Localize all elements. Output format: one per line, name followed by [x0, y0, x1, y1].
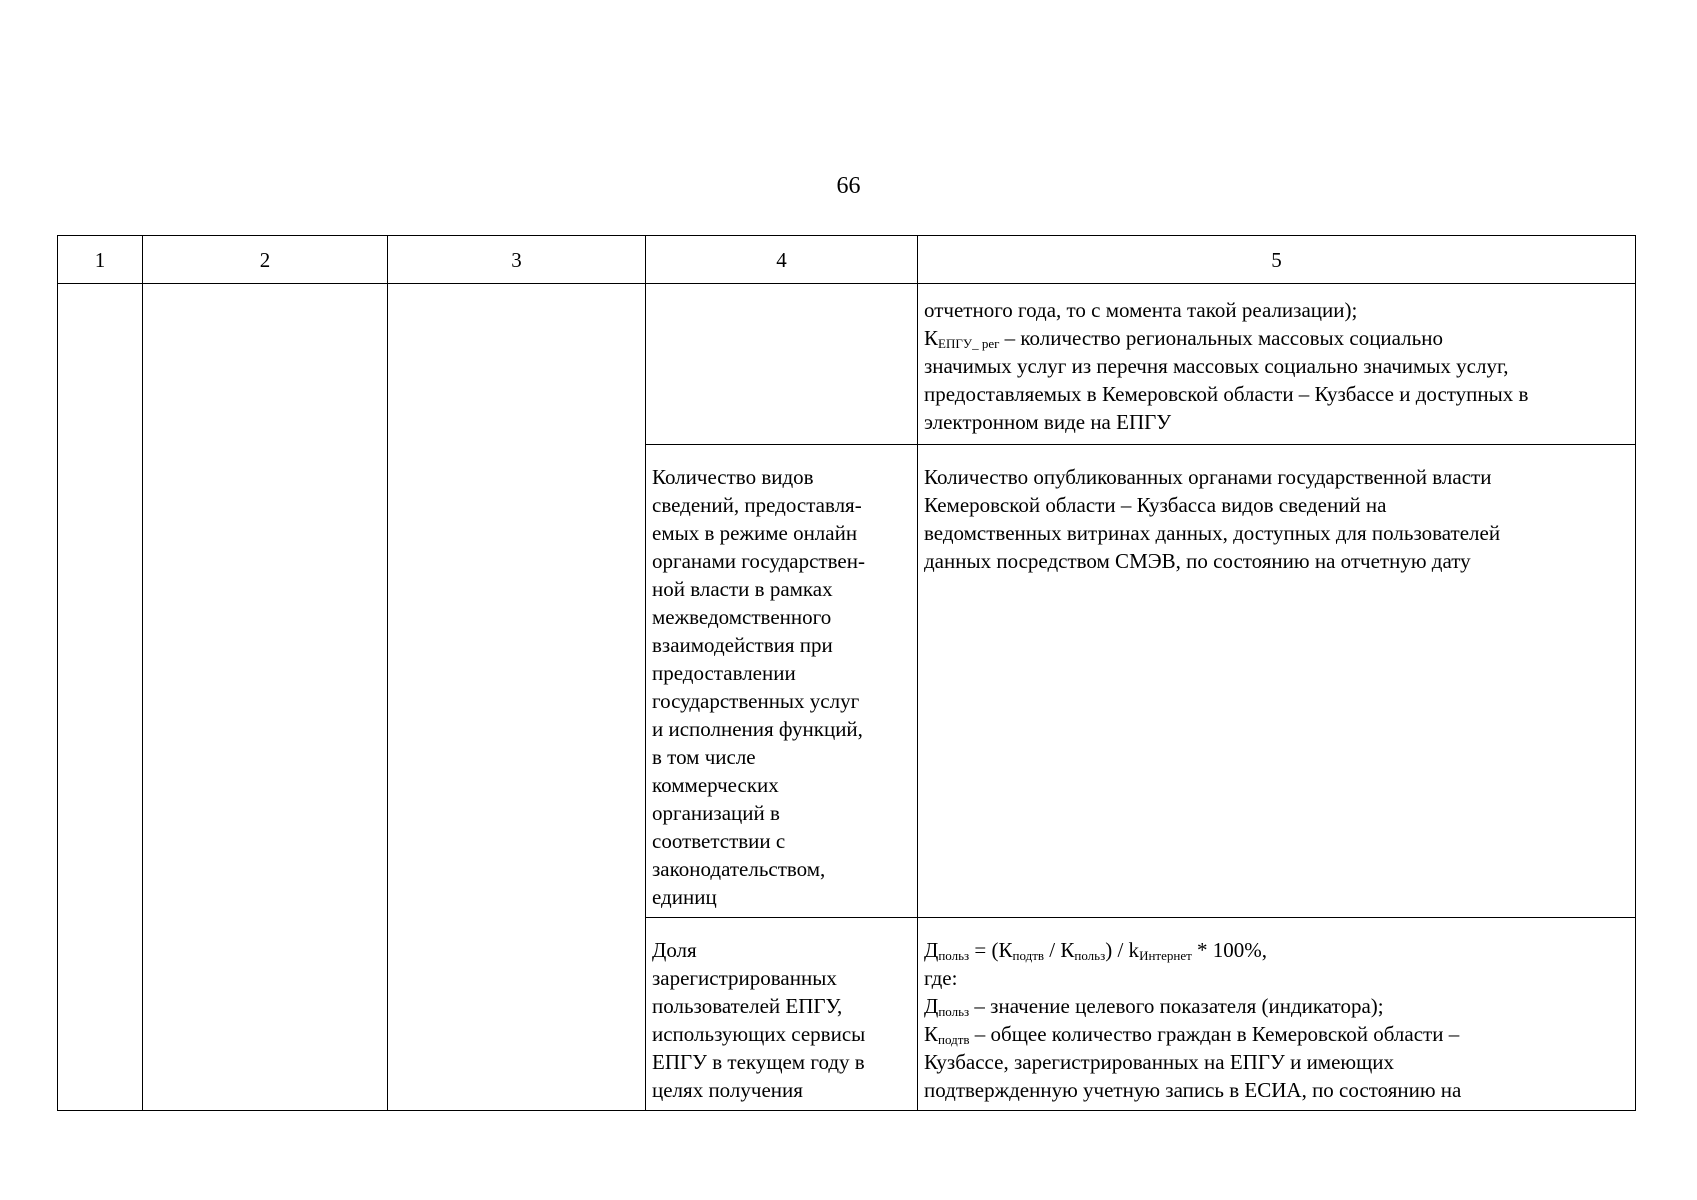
column-header-4: 4 [646, 236, 918, 284]
cell-col5-method [918, 445, 1636, 918]
text-line: Доля [652, 938, 697, 962]
text-line: где: [924, 966, 958, 990]
text-line: использующих сервисы [652, 1022, 866, 1046]
text-line: в том числе [652, 745, 756, 769]
cell-col4-indicator [646, 445, 918, 918]
text-line: органами государствен- [652, 549, 865, 573]
column-header-3: 3 [388, 236, 646, 284]
text-line: законодательством, [652, 857, 826, 881]
text-line: емых в режиме онлайн [652, 521, 858, 545]
definition-line: $К_{подтв}$ – общее количество граждан в Кемеровской области – [924, 1022, 1460, 1047]
text-line: целях получения [652, 1078, 803, 1102]
text-line: единиц [652, 885, 717, 909]
text-line: предоставляемых в Кемеровской области – Кузбассе и доступных в [924, 382, 1529, 406]
text-line: $К_{ЕПГУ\_ рег}$ – количество региональных массовых социально [924, 326, 1443, 351]
text-line: предоставлении [652, 661, 796, 685]
text-line: Кемеровской области – Кузбасса видов сведений на [924, 493, 1387, 517]
cell-col1 [58, 284, 143, 1111]
definition-line: $Д_{польз}$ – значение целевого показателя (индикатора); [924, 994, 1384, 1019]
cell-col5-formula [918, 918, 1636, 1111]
text-line: ной власти в рамках [652, 577, 833, 601]
indicator-table [57, 235, 1636, 1111]
table-row [58, 284, 1636, 445]
text-line: межведомственного [652, 605, 832, 629]
cell-col3 [388, 284, 646, 1111]
column-header-1: 1 [58, 236, 143, 284]
text-line: данных посредством СМЭВ, по состоянию на отчетную дату [924, 549, 1471, 573]
text-line: пользователей ЕПГУ, [652, 994, 843, 1018]
symbol: К [924, 326, 939, 350]
text-line: и исполнения функций, [652, 717, 863, 741]
cell-col2 [143, 284, 388, 1111]
text-line: государственных услуг [652, 689, 860, 713]
text-line: значимых услуг из перечня массовых социально значимых услуг, [924, 354, 1509, 378]
cell-col4-indicator [646, 918, 918, 1111]
formula-line: $Д_{польз} = (К_{подтв} / К_{польз}) / k_{Интернет} * 100\%$, [924, 938, 1268, 963]
text-line: соответствии с [652, 829, 786, 853]
text-line: электронном виде на ЕПГУ [924, 410, 1172, 434]
text-line: подтвержденную учетную запись в ЕСИА, по состоянию на [924, 1078, 1462, 1102]
text-line: зарегистрированных [652, 966, 837, 990]
symbol-subscript: ЕПГУ_ рег [938, 336, 1000, 351]
text-line: взаимодействия при [652, 633, 833, 657]
table-header-row [58, 236, 1636, 284]
text-line: сведений, предоставля- [652, 493, 862, 517]
text-line: Количество опубликованных органами государственной власти [924, 465, 1492, 489]
column-header-2: 2 [143, 236, 388, 284]
text-line: ЕПГУ в текущем году в [652, 1050, 865, 1074]
page-number: 66 [836, 173, 861, 199]
text-line: Кузбассе, зарегистрированных на ЕПГУ и имеющих [924, 1050, 1395, 1074]
text-line: ведомственных витринах данных, доступных для пользователей [924, 521, 1501, 545]
text-line: отчетного года, то с момента такой реализации); [924, 298, 1358, 322]
column-header-5: 5 [918, 236, 1636, 284]
cell-col4-empty [646, 284, 918, 445]
text-line: Количество видов [652, 465, 814, 489]
text-line: организаций в [652, 801, 780, 825]
cell-col5-method [918, 284, 1636, 445]
text-line: коммерческих [652, 773, 779, 797]
